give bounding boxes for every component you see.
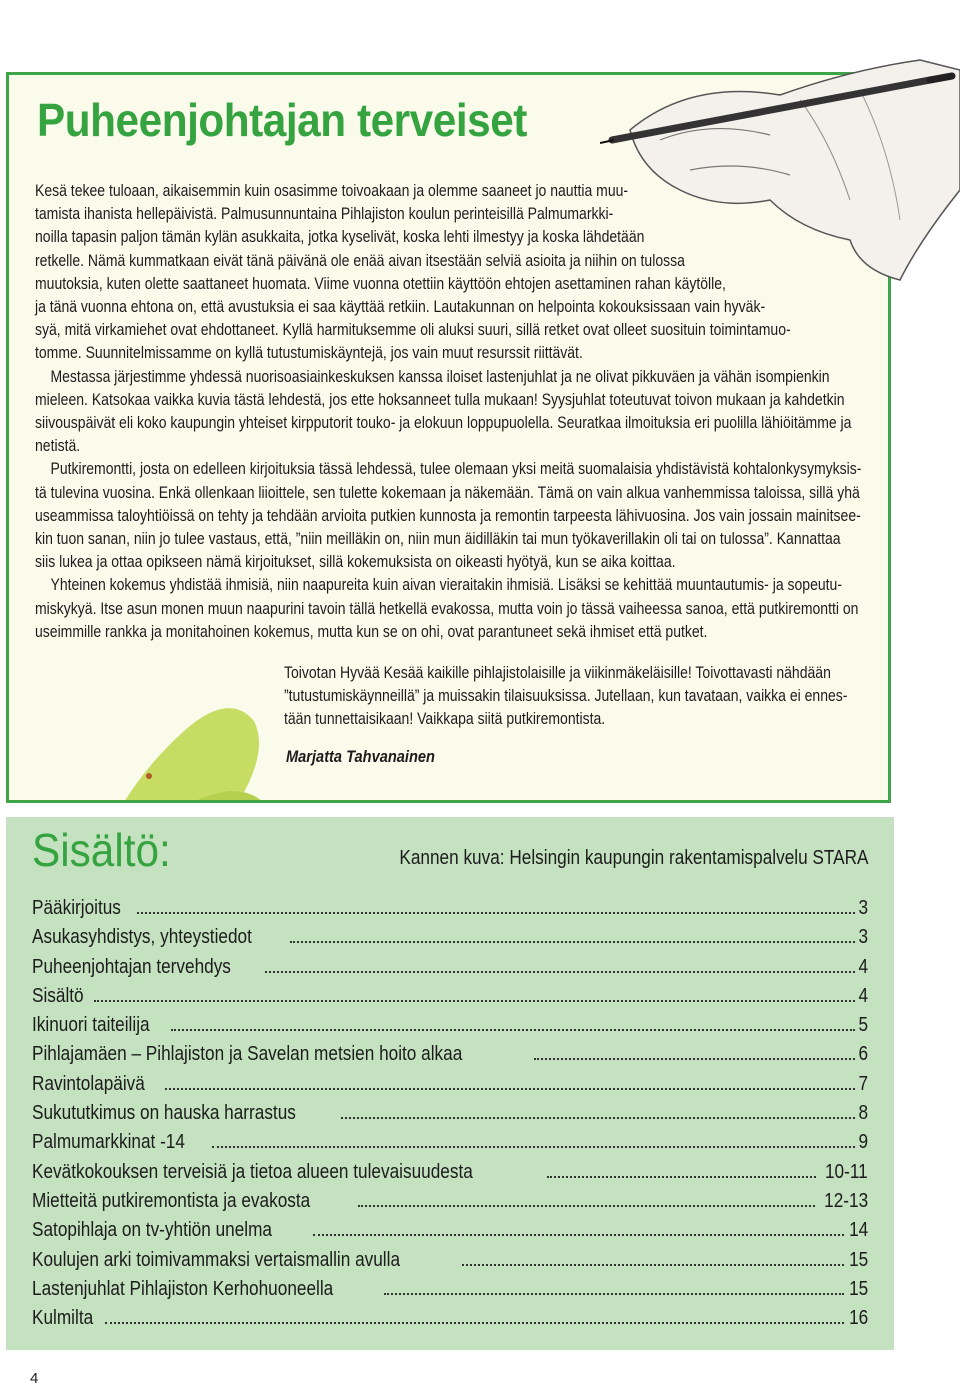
leader-dots [462,1264,844,1266]
signature: Marjatta Tahvanainen [286,747,435,766]
leader-dots [534,1058,855,1060]
text-line: retkelle. Nämä kummatkaan eivät tänä päivänä ole enää aivan itsestään selviä asioita ja niihin on tulossa [35,251,685,270]
toc-label: Palmumarkkinat -14 [32,1131,185,1154]
text-line: ja tänä vuonna ehtona on, että avustuksia ei saa käyttää retkiin. Lautakunnan on helpointa kokouksissaan vain hyväk- [35,298,766,317]
toc-label: Pääkirjoitus [32,897,121,919]
toc-entry[interactable] [32,1131,868,1160]
toc-entry[interactable] [32,985,868,1014]
toc-entry[interactable] [32,1014,868,1043]
toc-entry[interactable] [32,1190,868,1219]
toc-label: Puheenjohtajan tervehdys [32,955,231,978]
toc-entry[interactable] [32,956,868,985]
text-line: tä tulevina vuosina. Enkä ollenkaan liioittele, sen tulette kokemaan ja näkemään. Tämä on vain alkua vanhemmissa taloissa, sillä yhä [35,483,860,502]
leader-dots [384,1293,843,1295]
text-line: mieleen. Katsokaa vaikka kuvia tästä lehdestä, jos ette hoksanneet tulla mukaan! Syysjuhlat toteutuvat toivon mukaan ja kahdetkin [35,390,845,409]
text-line: ”tutustumiskäynneillä” ja muissakin tilaisuuksissa. Jutellaan, kun tavataan, vaikka ei ennes- [284,687,848,706]
toc-label: Kulmilta [32,1307,94,1330]
text-line: useimmille rankka ja monitahoinen kokemus, mutta kun se on ohi, ovat parantuneet sekä ihmiset että putket. [35,622,708,641]
toc-entry[interactable] [32,1102,868,1131]
closing-greeting [284,662,869,732]
butterfly-illustration [9,691,279,803]
toc-page: 8 [858,1102,868,1125]
leader-dots [105,1322,844,1324]
contents-list [32,897,868,1336]
text-line: tamista ihanista hellepäivistä. Palmusunnuntaina Pihlajiston koulun perinteisillä Palmumarkki- [35,205,614,224]
toc-page: 15 [848,1277,868,1300]
leader-dots [94,1000,855,1002]
toc-entry[interactable] [32,1249,868,1278]
contents-box [6,817,894,1350]
toc-page: 7 [858,1072,868,1095]
toc-label: Lastenjuhlat Pihlajiston Kerhohuoneella [32,1277,334,1300]
toc-label: Asukasyhdistys, yhteystiedot [32,926,252,949]
text-line: useammissa taloyhtiöissä on tehty ja tehdään arvioita putkien kunnosta ja remontin tarpeesta lähivuosina. Jos vain jossain mainitsee- [35,506,861,525]
toc-entry[interactable] [32,1278,868,1307]
page-title: Puheenjohtajan terveiset [37,94,527,146]
toc-page: 15 [848,1248,868,1271]
toc-entry[interactable] [32,1043,868,1072]
toc-label: Satopihlaja on tv-yhtiön unelma [32,1219,272,1242]
leader-dots [341,1117,855,1119]
hand-with-pen-illustration [600,40,960,310]
leader-dots [547,1176,817,1178]
paragraph-2 [35,366,852,459]
toc-page: 10-11 [825,1160,868,1183]
toc-page: 4 [858,984,868,1007]
text-line: muutoksia, kuten olette saattaneet huomata. Viime vuonna otettiin käyttöön ehtojen asettaminen rahan käytölle, [35,274,726,293]
text-line: siis lukea ja ottaa opikseen nämä kirjoitukset, sillä kokemuksista on oikeasti hyötyä, kun se aika koittaa. [35,553,676,572]
text-line: Mestassa järjestimme yhdessä nuorisoasiainkeskuksen kanssa iloiset lastenjuhlat ja ne olivat pikkuväen ja vähän isompienkin [50,367,830,386]
toc-page: 3 [858,926,868,949]
toc-entry[interactable] [32,1161,868,1190]
toc-page: 6 [858,1043,868,1066]
text-line: tomme. Suunnitelmissamme on kyllä tutustumiskäyntejä, jos vain muut resurssit riittävät. [35,344,583,363]
toc-page: 4 [858,955,868,978]
toc-entry[interactable] [32,1219,868,1248]
toc-label: Ravintolapäivä [32,1072,145,1095]
paragraph-4 [35,574,859,644]
text-line: noilla tapasin paljon tämän kylän asukkaita, jotka kyselivät, koska lehti ilmestyy ja koska lähdetään [35,228,645,247]
toc-label: Sukututkimus on hauska harrastus [32,1102,296,1125]
leader-dots [313,1234,844,1236]
leader-dots [290,941,855,943]
toc-page: 9 [858,1131,868,1154]
toc-page: 12-13 [824,1189,868,1212]
toc-entry[interactable] [32,1073,868,1102]
text-line: Toivotan Hyvää Kesää kaikille pihlajistolaisille ja viikinmäkeläisille! Toivottavasti nähdään [284,664,831,682]
text-line: tään tunnettaisikaan! Vaikkapa siitä putkiremontista. [284,710,606,729]
text-line: siivouspäivät eli koko kaupungin yhteiset kirpputorit touko- ja elokuun loppupuolella. Seuratkaa ilmoituksia eri puolilla lähiöitämme ja [35,414,852,433]
leader-dots [165,1088,855,1090]
cover-caption: Kannen kuva: Helsingin kaupungin rakentamispalvelu STARA [398,847,868,869]
leader-dots [358,1205,815,1207]
toc-entry[interactable] [32,926,868,955]
leader-dots [265,971,855,973]
text-line: Putkiremontti, josta on edelleen kirjoituksia tässä lehdessä, tulee olemaan yksi meitä suomalaisia yhdistävistä kohtalonkysymyksis- [50,460,862,479]
contents-title: Sisältö: [32,824,171,876]
toc-entry[interactable] [32,1307,868,1336]
toc-page: 3 [858,897,868,919]
toc-page: 16 [848,1307,868,1330]
toc-label: Koulujen arki toimivammaksi vertaismallin avulla [32,1248,401,1271]
toc-label: Pihlajamäen – Pihlajiston ja Savelan metsien hoito alkaa [32,1043,463,1066]
leader-dots [212,1146,855,1148]
toc-page: 14 [848,1219,868,1242]
toc-label: Mietteitä putkiremontista ja evakosta [32,1189,311,1212]
leader-dots [137,912,854,914]
text-line: miskykyä. Itse asun monen muun naapurini tavoin tällä hetkellä evakossa, mutta voin jo tässä vaiheessa sanoa, että putkiremontti on [35,599,859,618]
toc-label: Sisältö [32,984,84,1007]
toc-label: Kevätkokouksen terveisiä ja tietoa alueen tulevaisuudesta [32,1160,473,1183]
text-line: Kesä tekee tuloaan, aikaisemmin kuin osasimme toivoakaan ja olemme saaneet jo nauttia muu- [35,182,629,200]
text-line: kin tuon sanan, niin jo tulee vastaus, että, ”niin meilläkin on, niin mun äidilläkin tai mun työkaverillakin oli tai on tulossa”. Kannattaa [35,530,841,549]
toc-entry[interactable] [32,897,868,926]
text-line: syä, mitä virkamiehet ovat ehdottaneet. Kyllä harmituksemme oli aluksi suuri, sillä retket ovat olleet suosituin toimintamuo- [35,321,791,340]
leader-dots [171,1029,855,1031]
text-line: netistä. [35,437,81,456]
toc-page: 5 [858,1014,868,1037]
paragraph-3 [35,458,862,574]
text-line: Yhteinen kokemus yhdistää ihmisiä, niin naapureita kuin aivan vieraitakin ihmisiä. Lisäksi se kehittää muuntautumis- ja sopeutu- [50,576,843,595]
page-number: 4 [30,1370,39,1387]
toc-label: Ikinuori taiteilija [32,1014,150,1037]
